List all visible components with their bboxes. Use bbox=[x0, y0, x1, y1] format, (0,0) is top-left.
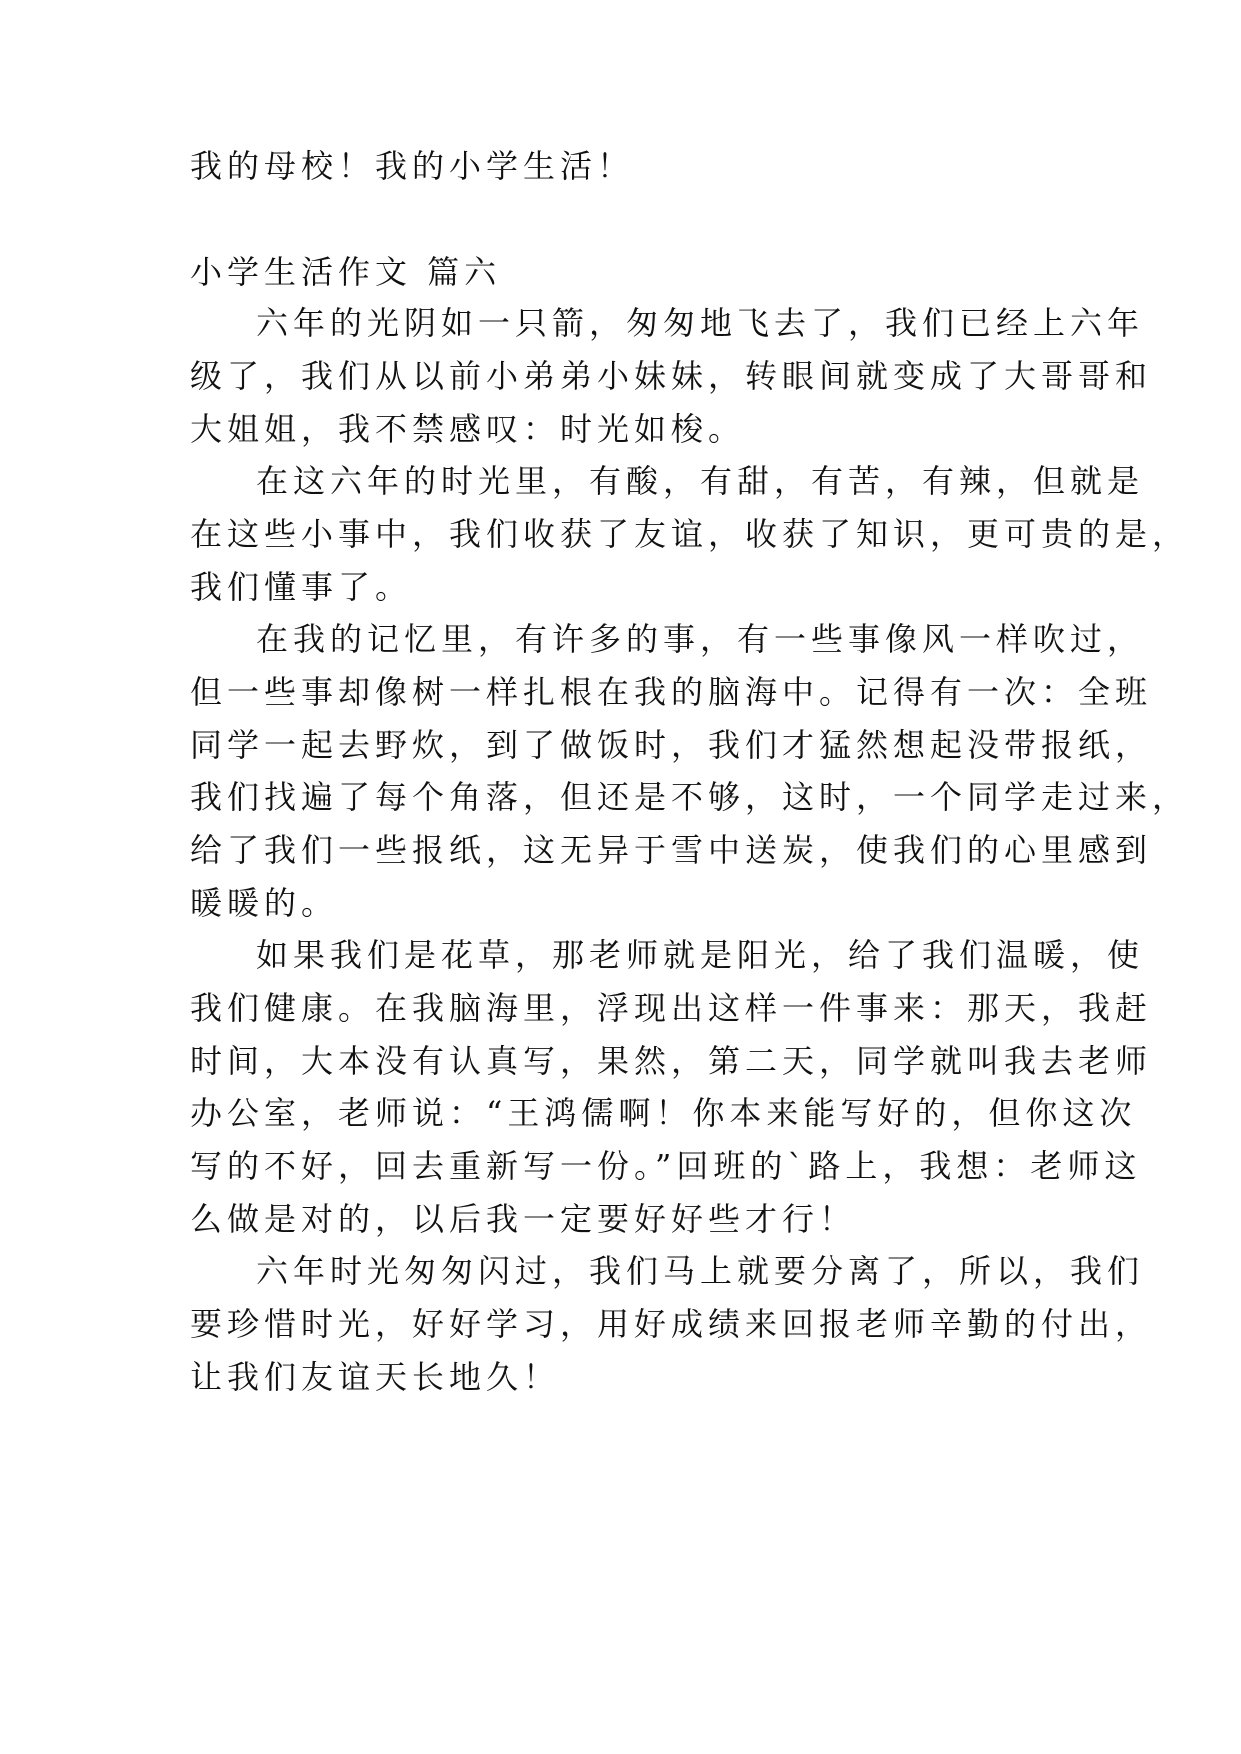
paragraph-line: 我们找遍了每个角落，但还是不够，这时，一个同学走过来， bbox=[190, 778, 1190, 816]
paragraph-line: 办公室，老师说：“王鸿儒啊！你本来能写好的，但你这次 bbox=[190, 1094, 1137, 1132]
paragraph-line: 我们健康。在我脑海里，浮现出这样一件事来：那天，我赶 bbox=[190, 989, 1153, 1027]
paragraph-line: 要珍惜时光，好好学习，用好成绩来回报老师辛勤的付出， bbox=[190, 1305, 1153, 1343]
paragraph-line: 在这六年的时光里，有酸，有甜，有苦，有辣，但就是 bbox=[256, 462, 1145, 500]
section-title: 小学生活作文 篇六 bbox=[190, 253, 502, 291]
paragraph-line: 我们懂事了。 bbox=[190, 568, 413, 606]
paragraph-line: 给了我们一些报纸，这无异于雪中送炭，使我们的心里感到 bbox=[190, 831, 1153, 869]
paragraph-line: 时间，大本没有认真写，果然，第二天，同学就叫我去老师 bbox=[190, 1042, 1153, 1080]
paragraph-line: 让我们友谊天长地久！ bbox=[190, 1358, 561, 1396]
paragraph-line: 如果我们是花草，那老师就是阳光，给了我们温暖，使 bbox=[256, 936, 1145, 974]
paragraph-line: 级了，我们从以前小弟弟小妹妹，转眼间就变成了大哥哥和 bbox=[190, 357, 1153, 395]
paragraph-line: 六年时光匆匆闪过，我们马上就要分离了，所以，我们 bbox=[256, 1252, 1145, 1290]
paragraph-line: 暖暖的。 bbox=[190, 884, 339, 922]
paragraph-line: 六年的光阴如一只箭，匆匆地飞去了，我们已经上六年 bbox=[256, 304, 1145, 342]
paragraph-line: 大姐姐，我不禁感叹：时光如梭。 bbox=[190, 410, 746, 448]
paragraph-line: 写的不好，回去重新写一份。”回班的`路上，我想：老师这 bbox=[190, 1147, 1142, 1185]
paragraph-line: 同学一起去野炊，到了做饭时，我们才猛然想起没带报纸， bbox=[190, 726, 1153, 764]
closing-line: 我的母校！我的小学生活！ bbox=[190, 147, 635, 185]
paragraph-line: 么做是对的，以后我一定要好好些才行！ bbox=[190, 1200, 857, 1238]
paragraph-line: 但一些事却像树一样扎根在我的脑海中。记得有一次：全班 bbox=[190, 673, 1153, 711]
paragraph-line: 在这些小事中，我们收获了友谊，收获了知识，更可贵的是， bbox=[190, 515, 1190, 553]
paragraph-line: 在我的记忆里，有许多的事，有一些事像风一样吹过， bbox=[256, 620, 1145, 658]
